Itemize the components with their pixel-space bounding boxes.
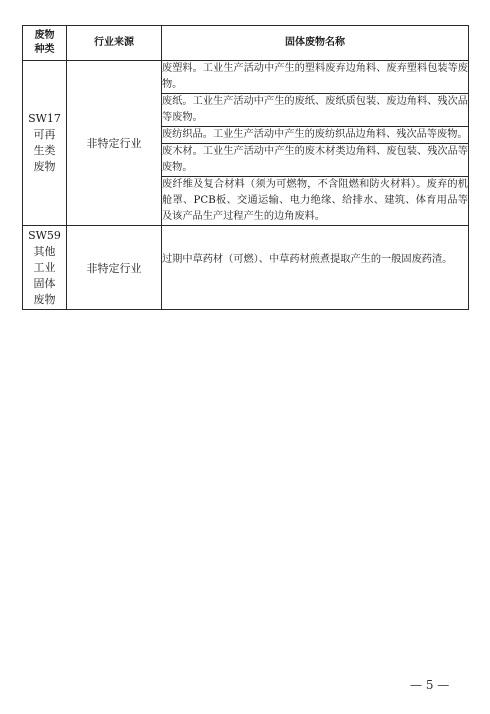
waste-name-cell: 废纸。工业生产活动中产生的废纸、废纸质包装、废边角料、残次品等废物。	[162, 94, 469, 127]
header-category: 废物种类	[23, 26, 67, 61]
table-header-row	[23, 26, 469, 61]
table-row	[23, 61, 469, 94]
header-name: 固体废物名称	[162, 26, 469, 61]
waste-name-cell: 废塑料。工业生产活动中产生的塑料废弃边角料、废弃塑料包装等废物。	[162, 61, 469, 94]
category-label: 可再生类废物	[33, 128, 56, 173]
category-code: SW59	[28, 228, 61, 242]
category-cell-sw59	[23, 226, 67, 310]
category-label: 其他工业固体废物	[33, 244, 56, 306]
waste-name-cell: 废纤维及复合材料（须为可燃物，不含阻燃和防火材料）。废弃的机舱罩、PCB板、交通运输、电力绝缘、给排水、建筑、体育用品等及该产品生产过程产生的边角废料。	[162, 177, 469, 226]
source-cell-sw59: 非特定行业	[67, 226, 162, 310]
table-row	[23, 226, 469, 310]
header-source: 行业来源	[67, 26, 162, 61]
category-code: SW17	[28, 112, 61, 125]
page-number: — 5 —	[410, 678, 450, 692]
source-cell-sw17: 非特定行业	[67, 61, 162, 226]
waste-name-cell: 过期中草药材（可燃）、中草药材煎煮提取产生的一般固废药渣。	[162, 226, 469, 310]
category-cell-sw17	[23, 61, 67, 226]
waste-name-cell: 废纺织品。工业生产活动中产生的废纺织品边角料、残次品等废物。	[162, 127, 469, 144]
waste-name-cell: 废木材。工业生产活动中产生的废木材类边角料、废包装、残次品等废物。	[162, 144, 469, 177]
waste-table	[22, 25, 469, 310]
